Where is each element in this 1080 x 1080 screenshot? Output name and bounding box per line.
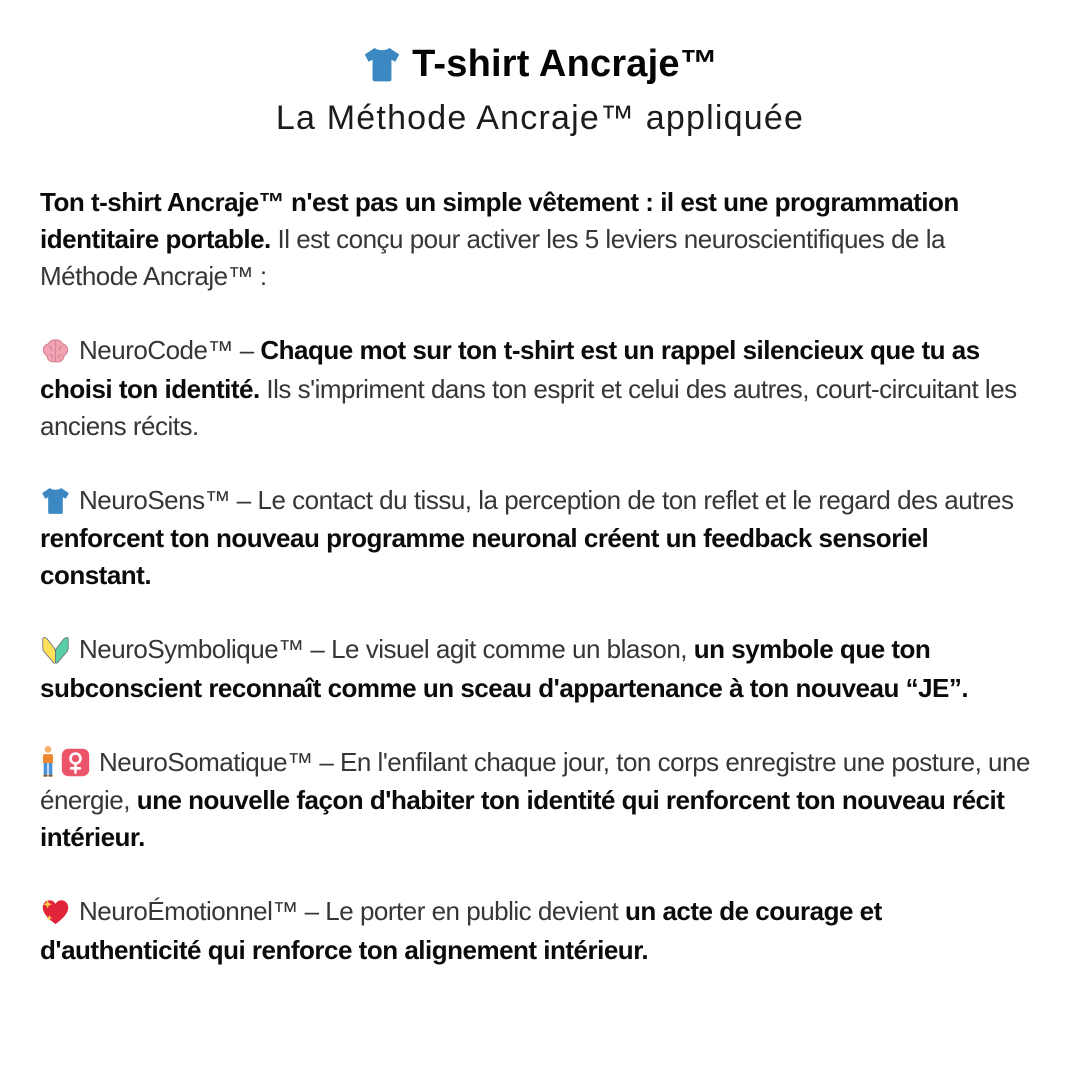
header	[0, 0, 1080, 140]
tshirt-icon	[40, 483, 79, 520]
tshirt-icon	[362, 42, 412, 90]
beginner-icon	[40, 633, 79, 670]
text-regular: NeuroSomatique™ – En l'enfilant chaque jour, ton corps enregistre une posture, une énergie,	[40, 746, 1030, 816]
text-regular: NeuroSens™ – Le contact du tissu, la perception de ton reflet et le regard des autres	[79, 484, 1014, 515]
text-regular: NeuroCode™ –	[79, 334, 261, 365]
text-bold: Chaque mot sur ton t-shirt est un rappel silencieux que tu as choisi ton identité.	[40, 334, 980, 404]
page-subtitle: La Méthode Ancraje™ appliquée	[275, 98, 805, 137]
paragraph	[40, 332, 1042, 445]
paragraph	[40, 482, 1042, 595]
female-sign-icon	[61, 745, 99, 782]
text-bold: un acte de courage et d'authenticité qui renforce ton alignement intérieur.	[40, 896, 882, 966]
page-title-text: T-shirt Ancraje™	[412, 43, 718, 85]
paragraph	[40, 744, 1042, 857]
sparkling-heart-icon	[40, 895, 79, 932]
paragraph	[40, 631, 1042, 707]
text-regular: NeuroSymbolique™ – Le visuel agit comme un blason,	[79, 634, 694, 665]
text-bold: renforcent ton nouveau programme neuronal créent un feedback sensoriel constant.	[40, 523, 929, 591]
text-bold: Ton t-shirt Ancraje™ n'est pas un simple vêtement : il est une programmation identitaire portable.	[40, 186, 959, 254]
body-paragraphs	[0, 184, 1080, 969]
text-regular: Ils s'impriment dans ton esprit et celui des autres, court-circuitant les anciens récits.	[40, 373, 1017, 441]
brain-icon	[40, 334, 79, 371]
page-title	[0, 40, 1080, 90]
text-regular: Il est conçu pour activer les 5 leviers neuroscientifiques de la Méthode Ancraje™ :	[40, 223, 945, 291]
paragraph	[40, 184, 1042, 295]
paragraph	[40, 893, 1042, 969]
text-bold: un symbole que ton subconscient reconnaît comme un sceau d'appartenance à ton nouveau “JE”.	[40, 634, 969, 703]
person-standing-icon	[40, 745, 61, 782]
text-bold: une nouvelle façon d'habiter ton identité qui renforcent ton nouveau récit intérieur.	[40, 785, 1005, 853]
text-regular: NeuroÉmotionnel™ – Le porter en public devient	[79, 896, 625, 927]
